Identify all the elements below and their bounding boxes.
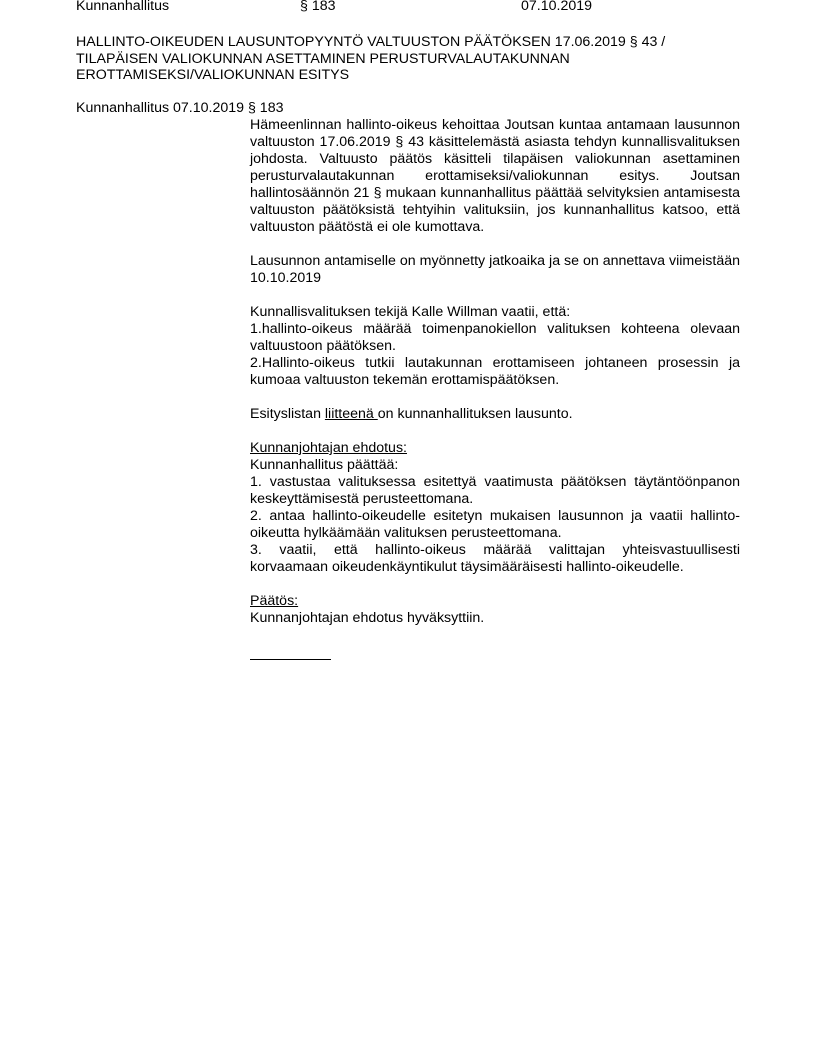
proposal-heading: Kunnanjohtajan ehdotus: (250, 440, 407, 456)
title-line: HALLINTO-OIKEUDEN LAUSUNTOPYYNTÖ VALTUUSTON PÄÄTÖKSEN 17.06.2019 § 43 / (76, 34, 666, 50)
header-body-name: Kunnanhallitus (76, 0, 170, 14)
meeting-reference: Kunnanhallitus 07.10.2019 § 183 (76, 100, 284, 116)
header-section: § 183 (300, 0, 336, 14)
deadline-paragraph: Lausunnon antamiselle on myönnetty jatkoaika ja se on annettava viimeistään 10.10.2019 (250, 253, 740, 286)
proposal-item-2: 2. antaa hallinto-oikeudelle esitetyn mukaisen lausunnon ja vaatii hallinto-oikeutta hylkäämään valituksen perusteettomana. (250, 508, 740, 541)
title-line: EROTTAMISEKSI/VALIOKUNNAN ESITYS (76, 67, 350, 83)
attachment-link[interactable]: liitteenä (324, 406, 378, 422)
decision-heading: Päätös: (250, 593, 299, 609)
appeal-demand-1: 1.hallinto-oikeus määrää toimenpanokiellon valituksen kohteena olevaan valtuustoon päätöksen. (250, 321, 740, 354)
proposal-item-3: 3. vaatii, että hallinto-oikeus määrää valittajan yhteisvastuullisesti korvaamaan oikeudenkäyntikulut täysimääräisesti hallinto-oikeudelle. (250, 542, 740, 575)
header-date: 07.10.2019 (521, 0, 593, 14)
document-body (250, 117, 740, 660)
closing-rule (250, 644, 331, 660)
page-header (0, 0, 816, 15)
proposal-item-1: 1. vastustaa valituksessa esitettyä vaatimusta päätöksen täytäntöönpanon keskeyttämisestä perusteettomana. (250, 474, 740, 507)
title-line: TILAPÄISEN VALIOKUNNAN ASETTAMINEN PERUSTURVALAUTAKUNNAN (76, 50, 570, 67)
attachment-text-after: on kunnanhallituksen lausunto. (377, 406, 573, 422)
decision-text: Kunnanjohtajan ehdotus hyväksyttiin. (250, 610, 485, 626)
appeal-intro: Kunnallisvalituksen tekijä Kalle Willman vaatii, että: (250, 304, 571, 320)
attachment-text-before: Esityslistan (250, 406, 325, 422)
attachment-paragraph (250, 406, 740, 423)
proposal-intro: Kunnanhallitus päättää: (250, 457, 399, 473)
appeal-demand-2: 2.Hallinto-oikeus tutkii lautakunnan erottamiseen johtaneen prosessin ja kumoaa valtuuston tekemän erottamispäätöksen. (250, 355, 740, 388)
background-paragraph: Hämeenlinnan hallinto-oikeus kehoittaa Joutsan kuntaa antamaan lausunnon valtuuston 17.06.2019 § 43 käsittelemästä asiasta tehdyn kunnallisvalituksen johdosta. Valtuusto päätös käsitteli tilapäisen valiokunnan asettaminen perusturvalautakunnan erottamiseksi/valiokunnan esitys. Joutsan hallintosäännön 21 § mukaan kunnanhallitus päättää selvityksien antamisesta valtuuston päätöksistä tehtyihin valituksiin, jos kunnanhallitus katsoo, että valtuuston päätöstä ei ole kumottava. (250, 117, 740, 235)
document-title (76, 34, 756, 84)
